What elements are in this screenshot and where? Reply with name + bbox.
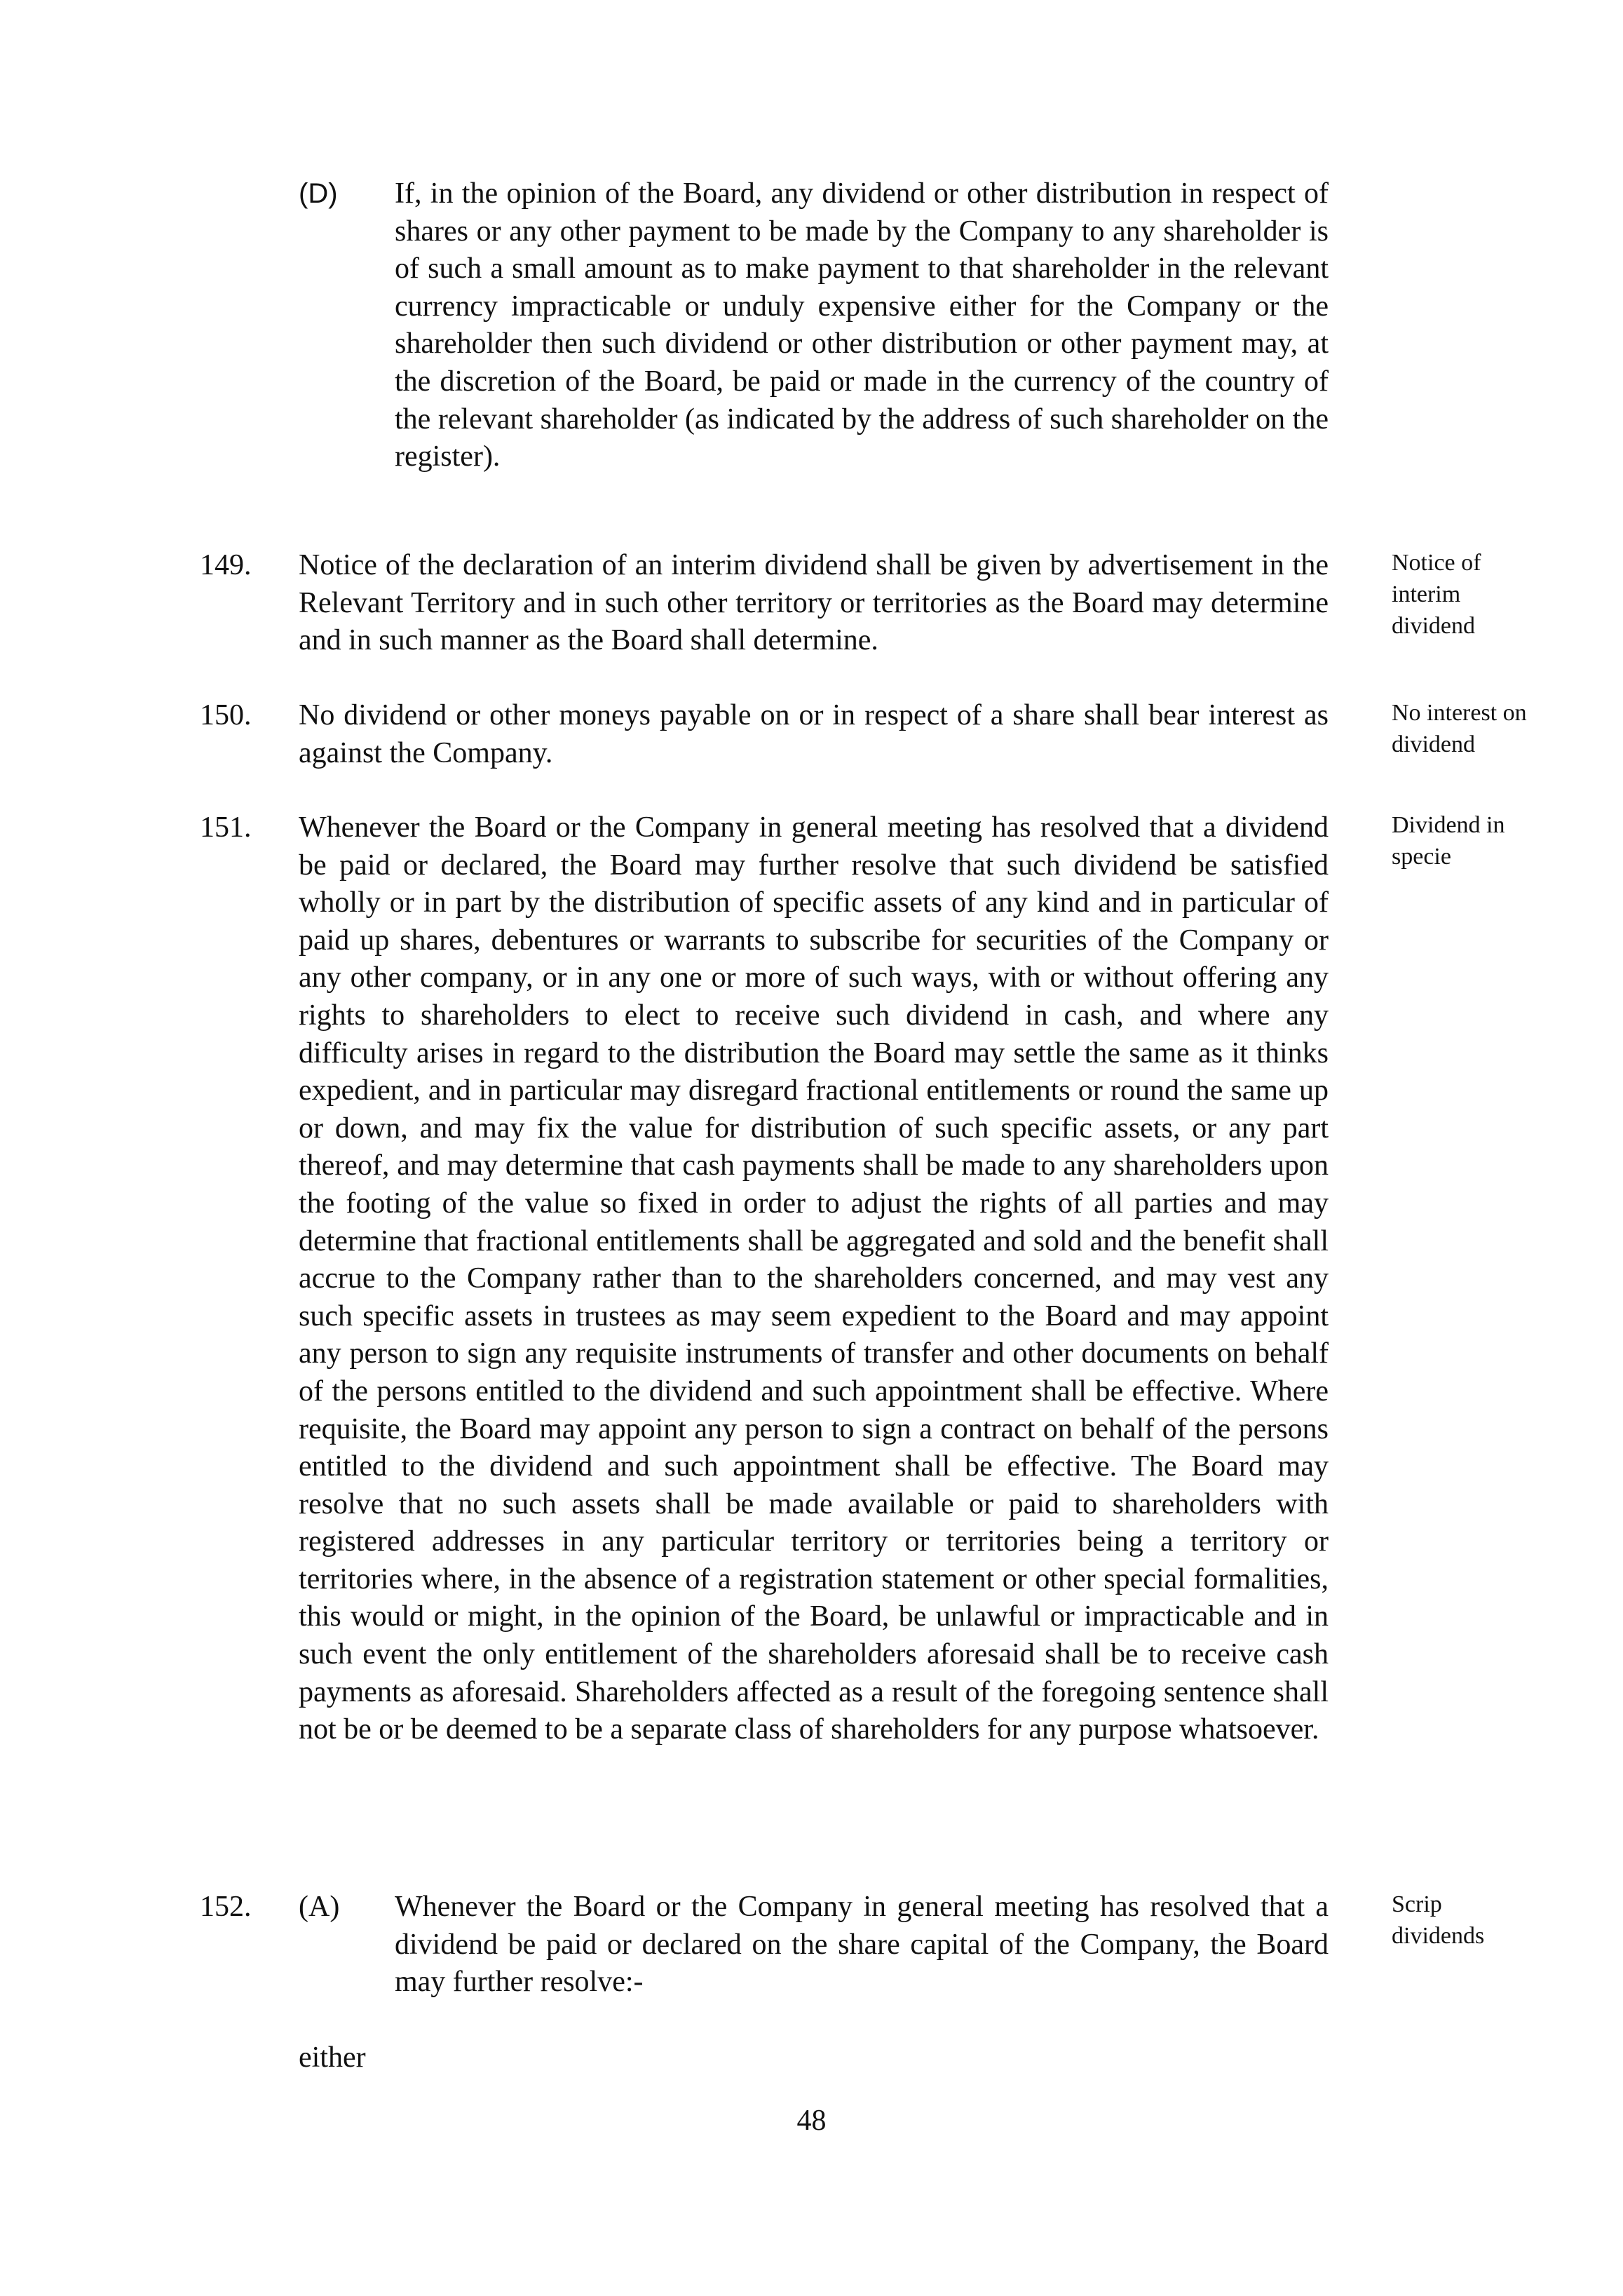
subclause-d-text: If, in the opinion of the Board, any dividend or other distribution in respect of shares or any other payment to be made by the Company to any shareholder is of such a small amount as to make payment to that shareholder in the relevant currency impracticable or unduly expensive either for the Company or the shareholder then such dividend or other distribution or other payment may, at the discretion of the Board, be paid or made in the currency of the country of the relevant shareholder (as indicated by the address of such shareholder on the register).: [395, 177, 1329, 473]
clause-152-number: 152.: [200, 1891, 252, 1923]
clause-152-text: Whenever the Board or the Company in general meeting has resolved that a dividend be paid or declared on the share capital of the Company, the Board may further resolve:-: [395, 1891, 1329, 1999]
trailing-word: either: [299, 2041, 366, 2074]
clause-149-number: 149.: [200, 549, 252, 581]
clause-151-number: 151.: [200, 811, 252, 844]
page-number: 48: [796, 2105, 827, 2137]
clause-151-text: Whenever the Board or the Company in general meeting has resolved that a dividend be paid or declared, the Board may further resolve that such dividend be satisfied wholly or in part by the distribution of specific assets of any kind and in particular of paid up shares, debentures or warrants to subscribe for securities of the Company or any other company, or in any one or more of such ways, with or without offering any rights to shareholders to elect to receive such dividend in cash, and where any difficulty arises in regard to the distribution the Board may settle the same as it thinks expedient, and in particular may disregard fractional entitlements or round the same up or down, and may fix the value for distribution of such specific assets, or any part thereof, and may determine that cash payments shall be made to any shareholders upon the footing of the value so fixed in order to adjust the rights of all parties and may determine that fractional entitlements shall be aggregated and sold and the benefit shall accrue to the Company rather than to the shareholders concerned, and may vest any such specific assets in trustees as may seem expedient to the Board and may appoint any person to sign any requisite instruments of transfer and other documents on behalf of the persons entitled to the dividend and such appointment shall be effective. Where requisite, the Board may appoint any person to sign a contract on behalf of the persons entitled to the dividend and such appointment shall be effective. The Board may resolve that no such assets shall be made available or paid to shareholders with registered addresses in any particular territory or territories being a territory or territories where, in the absence of a registration statement or other special formalities, this would or might, in the opinion of the Board, be unlawful or impracticable and in such event the only entitlement of the shareholders aforesaid shall be to receive cash payments as aforesaid. Shareholders affected as a result of the foregoing sentence shall not be or be deemed to be a separate class of shareholders for any purpose whatsoever.: [299, 811, 1329, 1746]
clause-152-side-note: Scrip dividends: [1392, 1891, 1485, 1949]
clause-152-sub-label: (A): [299, 1891, 340, 1923]
clause-149-side-note: Notice of interim dividend: [1392, 550, 1481, 639]
clause-149-text: Notice of the declaration of an interim dividend shall be given by advertisement in the Relevant Territory and in such other territory or territories as the Board may determine and in such manner as the Board shall determine.: [299, 549, 1329, 657]
clause-150-side-note: No interest on dividend: [1392, 700, 1527, 757]
subclause-d-label: (D): [299, 178, 338, 209]
clause-150-text: No dividend or other moneys payable on or in respect of a share shall bear interest as against the Company.: [299, 699, 1329, 769]
clause-151-side-note: Dividend in specie: [1392, 812, 1505, 870]
clause-150-number: 150.: [200, 699, 252, 731]
